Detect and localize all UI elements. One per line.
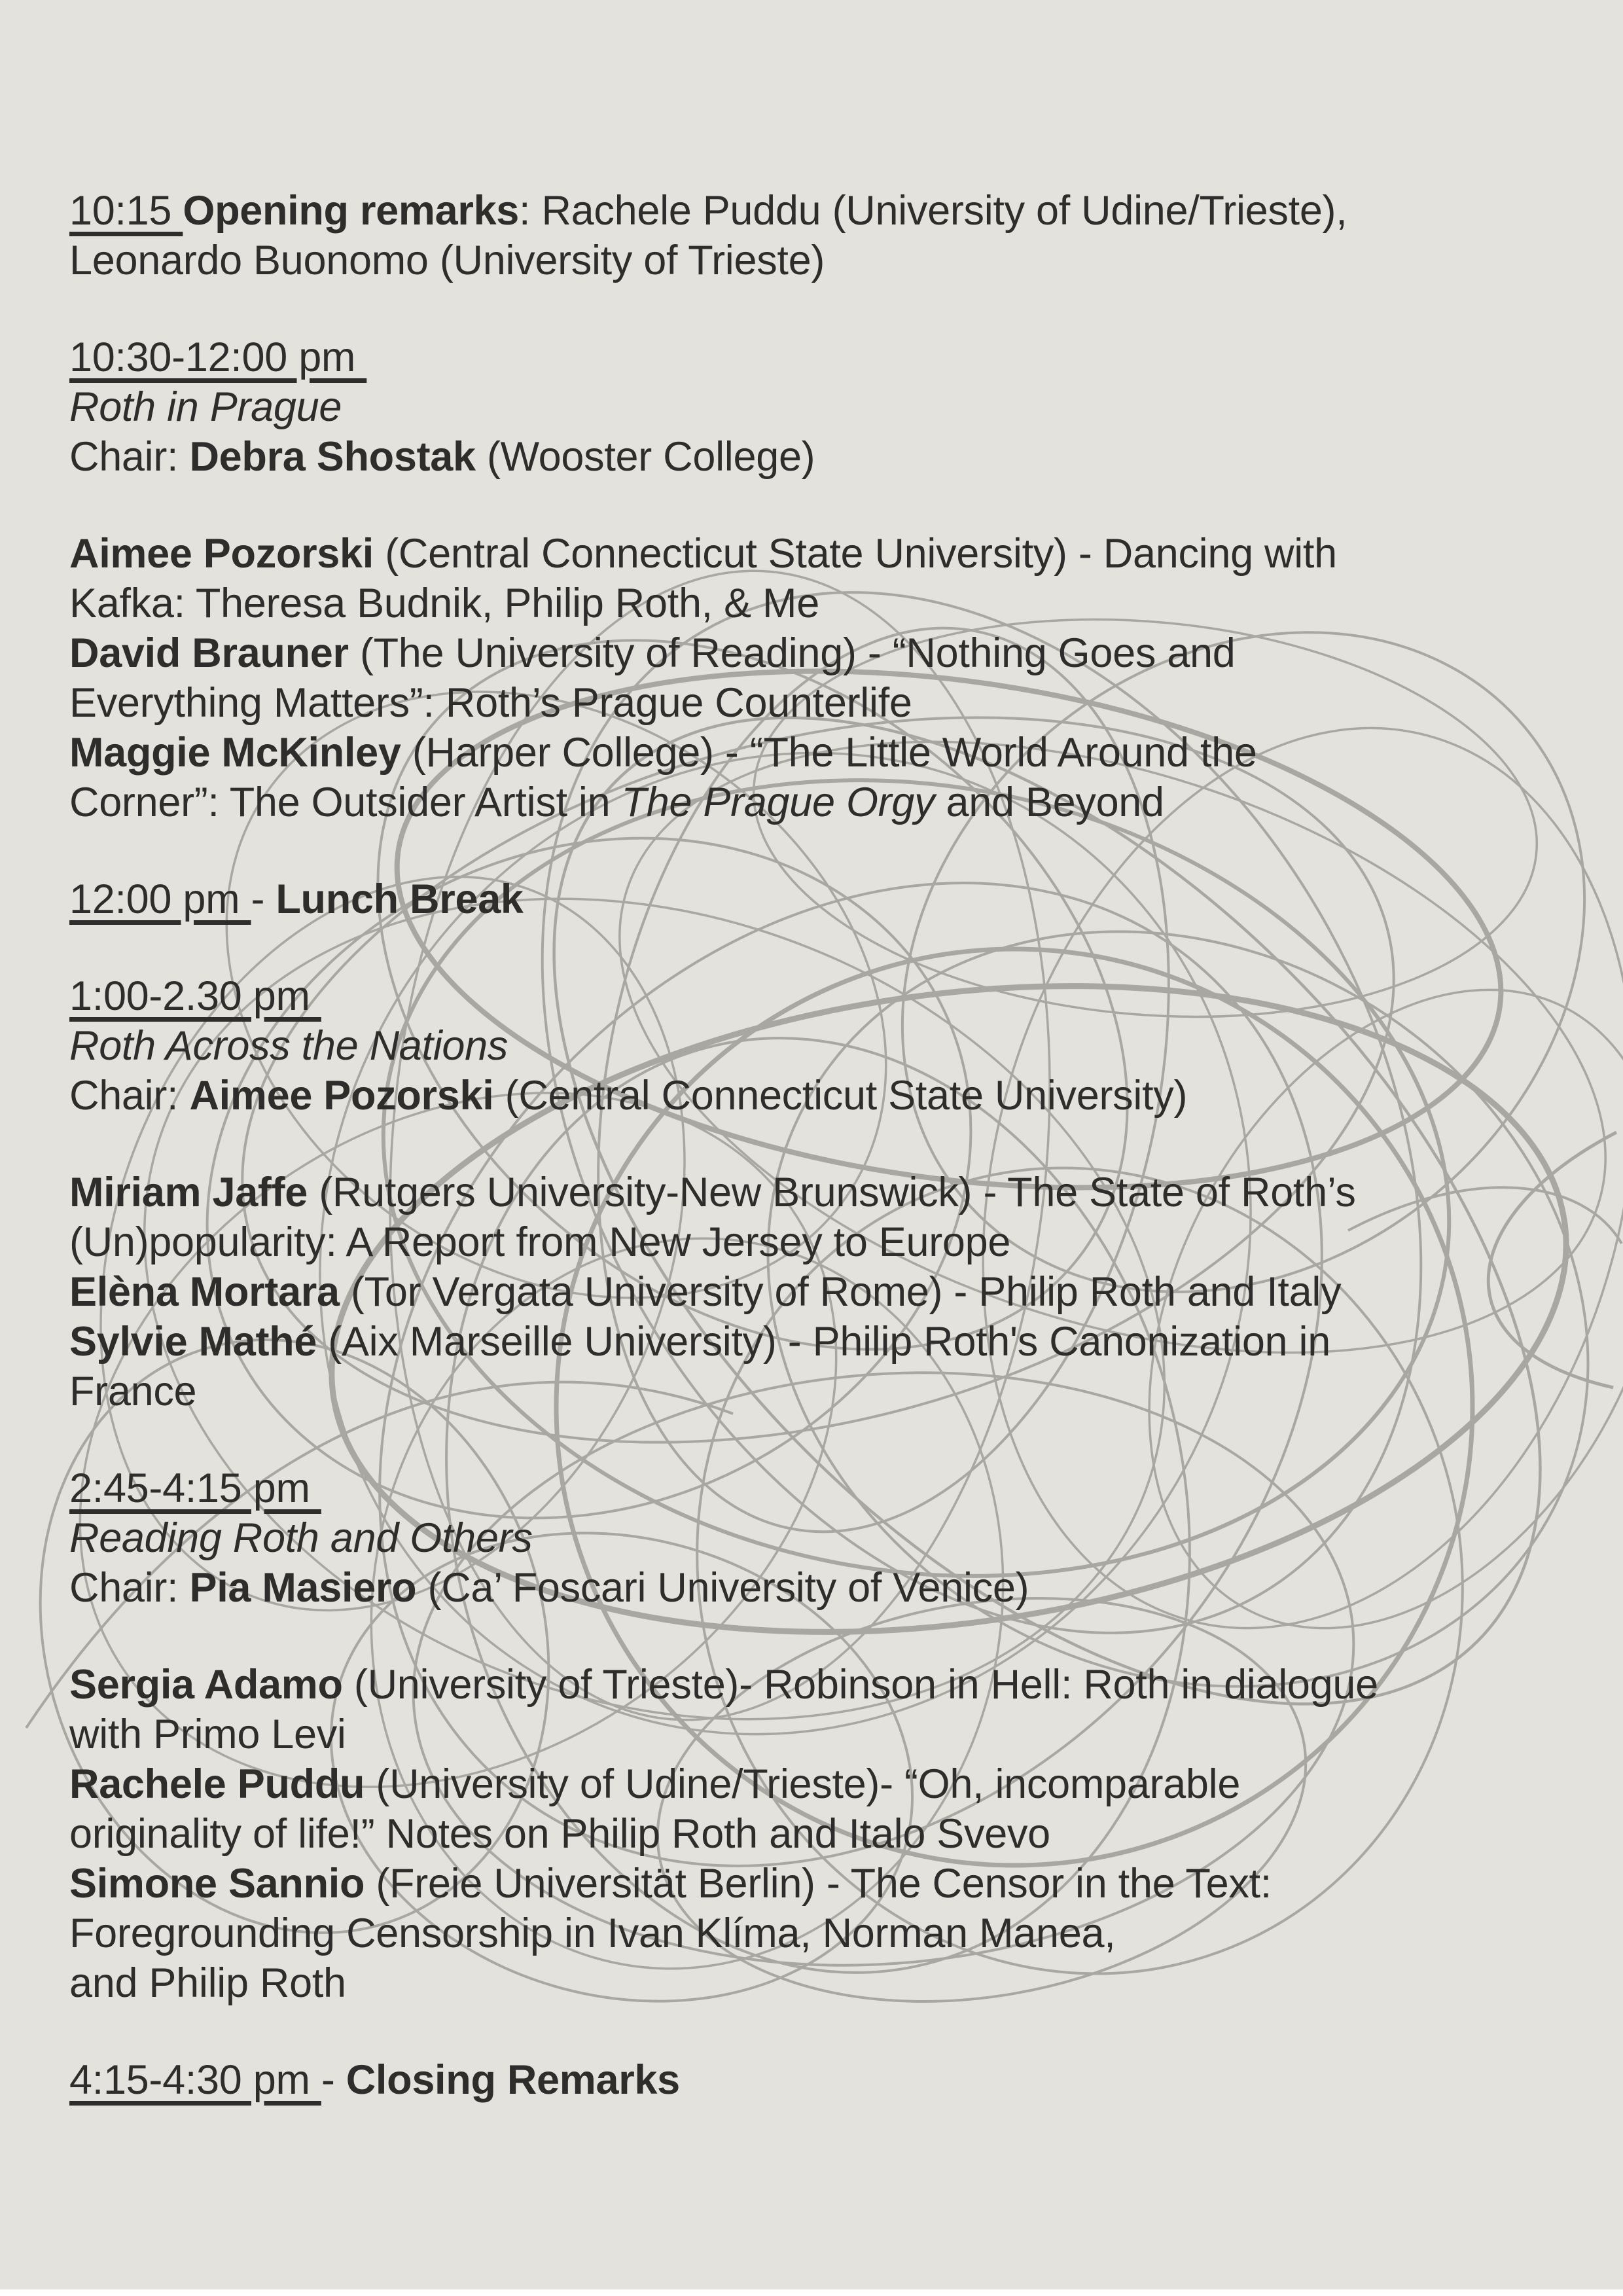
text-segment: Roth in Prague	[69, 384, 342, 430]
text-segment: (The University of Reading) - “Nothing Goes and	[348, 630, 1236, 676]
text-segment: Miriam Jaffe	[69, 1170, 308, 1215]
schedule-section	[69, 1660, 1577, 2008]
text-segment: 2:45-4:15 pm	[69, 1465, 321, 1511]
text-segment: (University of Trieste)- Robinson in Hell: Roth in dialogue	[342, 1662, 1378, 1708]
schedule-section	[69, 874, 1577, 924]
text-segment: Sergia Adamo	[69, 1662, 343, 1708]
text-segment: -	[321, 2057, 346, 2103]
text-segment: Chair:	[69, 434, 190, 480]
schedule-line	[69, 2055, 1577, 2105]
text-segment: (Un)popularity: A Report from New Jersey to Europe	[69, 1219, 1011, 1265]
schedule-line	[69, 678, 1577, 728]
schedule-section	[69, 529, 1577, 827]
schedule-line	[69, 1660, 1577, 1710]
text-segment: (Freie Universität Berlin) - The Censor in the Text:	[365, 1861, 1272, 1907]
text-segment: (Wooster College)	[475, 434, 815, 480]
schedule-line	[69, 1958, 1577, 2008]
text-segment: 1:00-2.30 pm	[69, 973, 321, 1019]
schedule-line	[69, 1317, 1577, 1367]
text-segment: Elèna Mortara	[69, 1269, 340, 1315]
schedule-line	[69, 236, 1577, 285]
text-segment: 10:15	[69, 188, 183, 234]
text-segment: 12:00 pm	[69, 876, 251, 922]
text-segment: Closing Remarks	[346, 2057, 680, 2103]
text-segment: Leonardo Buonomo (University of Trieste)	[69, 238, 825, 283]
text-segment: (Harper College) - “The Little World Around the	[401, 730, 1257, 776]
text-segment: and Philip Roth	[69, 1960, 346, 2006]
schedule-line	[69, 1463, 1577, 1513]
schedule-line	[69, 1267, 1577, 1317]
schedule-section	[69, 186, 1577, 285]
text-segment: Simone Sannio	[69, 1861, 365, 1907]
schedule-line	[69, 1021, 1577, 1071]
text-segment: : Rachele Puddu (University of Udine/Trieste),	[519, 188, 1347, 234]
text-segment: (Ca’ Foscari University of Venice)	[416, 1565, 1029, 1611]
schedule-line	[69, 1859, 1577, 1909]
text-segment: (Aix Marseille University) - Philip Roth's Canonization in	[317, 1319, 1330, 1365]
schedule-line	[69, 1909, 1577, 1958]
text-segment: with Primo Levi	[69, 1712, 346, 1757]
text-segment: Pia Masiero	[189, 1565, 417, 1611]
text-segment: Aimee Pozorski	[189, 1073, 494, 1119]
schedule-line	[69, 728, 1577, 778]
text-segment: Sylvie Mathé	[69, 1319, 317, 1365]
schedule-section	[69, 2055, 1577, 2105]
text-segment: (Central Connecticut State University)	[493, 1073, 1188, 1119]
text-segment: Rachele Puddu	[69, 1761, 365, 1807]
schedule-line	[69, 1367, 1577, 1416]
schedule-line	[69, 332, 1577, 382]
text-segment: Maggie McKinley	[69, 730, 401, 776]
schedule-line	[69, 971, 1577, 1021]
schedule-line	[69, 382, 1577, 432]
schedule-section	[69, 1463, 1577, 1613]
text-segment: 10:30-12:00 pm	[69, 334, 367, 380]
schedule-line	[69, 1071, 1577, 1121]
text-segment: Aimee Pozorski	[69, 531, 374, 577]
text-segment: Reading Roth and Others	[69, 1515, 533, 1561]
text-segment: and Beyond	[935, 780, 1164, 825]
page-bottom-edge	[0, 2289, 1623, 2296]
schedule-section	[69, 1168, 1577, 1416]
text-segment: Debra Shostak	[189, 434, 476, 480]
schedule-line	[69, 1809, 1577, 1859]
text-segment: Everything Matters”: Roth’s Prague Counterlife	[69, 680, 912, 726]
schedule-line	[69, 1513, 1577, 1563]
schedule-line	[69, 1710, 1577, 1759]
text-segment: David Brauner	[69, 630, 349, 676]
text-segment: Foregrounding Censorship in Ivan Klíma, Norman Manea,	[69, 1910, 1116, 1956]
text-segment: 4:15-4:30 pm	[69, 2057, 321, 2103]
schedule-line	[69, 778, 1577, 827]
schedule-line	[69, 628, 1577, 678]
text-segment: Corner”: The Outsider Artist in	[69, 780, 622, 825]
text-segment: France	[69, 1369, 197, 1414]
text-segment: (University of Udine/Trieste)- “Oh, incomparable	[365, 1761, 1241, 1807]
schedule-section	[69, 332, 1577, 482]
text-segment: -	[251, 876, 276, 922]
text-segment: (Rutgers University-New Brunswick) - The State of Roth’s	[308, 1170, 1356, 1215]
text-segment: The Prague Orgy	[621, 780, 935, 825]
text-segment: Chair:	[69, 1565, 190, 1611]
schedule-line	[69, 186, 1577, 236]
text-segment: Chair:	[69, 1073, 190, 1119]
schedule-line	[69, 1563, 1577, 1613]
text-segment: (Tor Vergata University of Rome) - Philip Roth and Italy	[339, 1269, 1342, 1315]
schedule-line	[69, 579, 1577, 628]
text-segment: Kafka: Theresa Budnik, Philip Roth, & Me	[69, 581, 819, 626]
text-segment: originality of life!” Notes on Philip Roth and Italo Svevo	[69, 1811, 1050, 1857]
schedule-line	[69, 874, 1577, 924]
text-segment: (Central Connecticut State University) - Dancing with	[373, 531, 1337, 577]
schedule-line	[69, 1168, 1577, 1217]
schedule-section	[69, 971, 1577, 1121]
schedule-line	[69, 432, 1577, 482]
text-segment: Opening remarks	[183, 188, 520, 234]
text-segment: Lunch Break	[276, 876, 524, 922]
text-segment: Roth Across the Nations	[69, 1023, 508, 1069]
schedule-line	[69, 529, 1577, 579]
schedule-line	[69, 1217, 1577, 1267]
schedule-line	[69, 1759, 1577, 1809]
